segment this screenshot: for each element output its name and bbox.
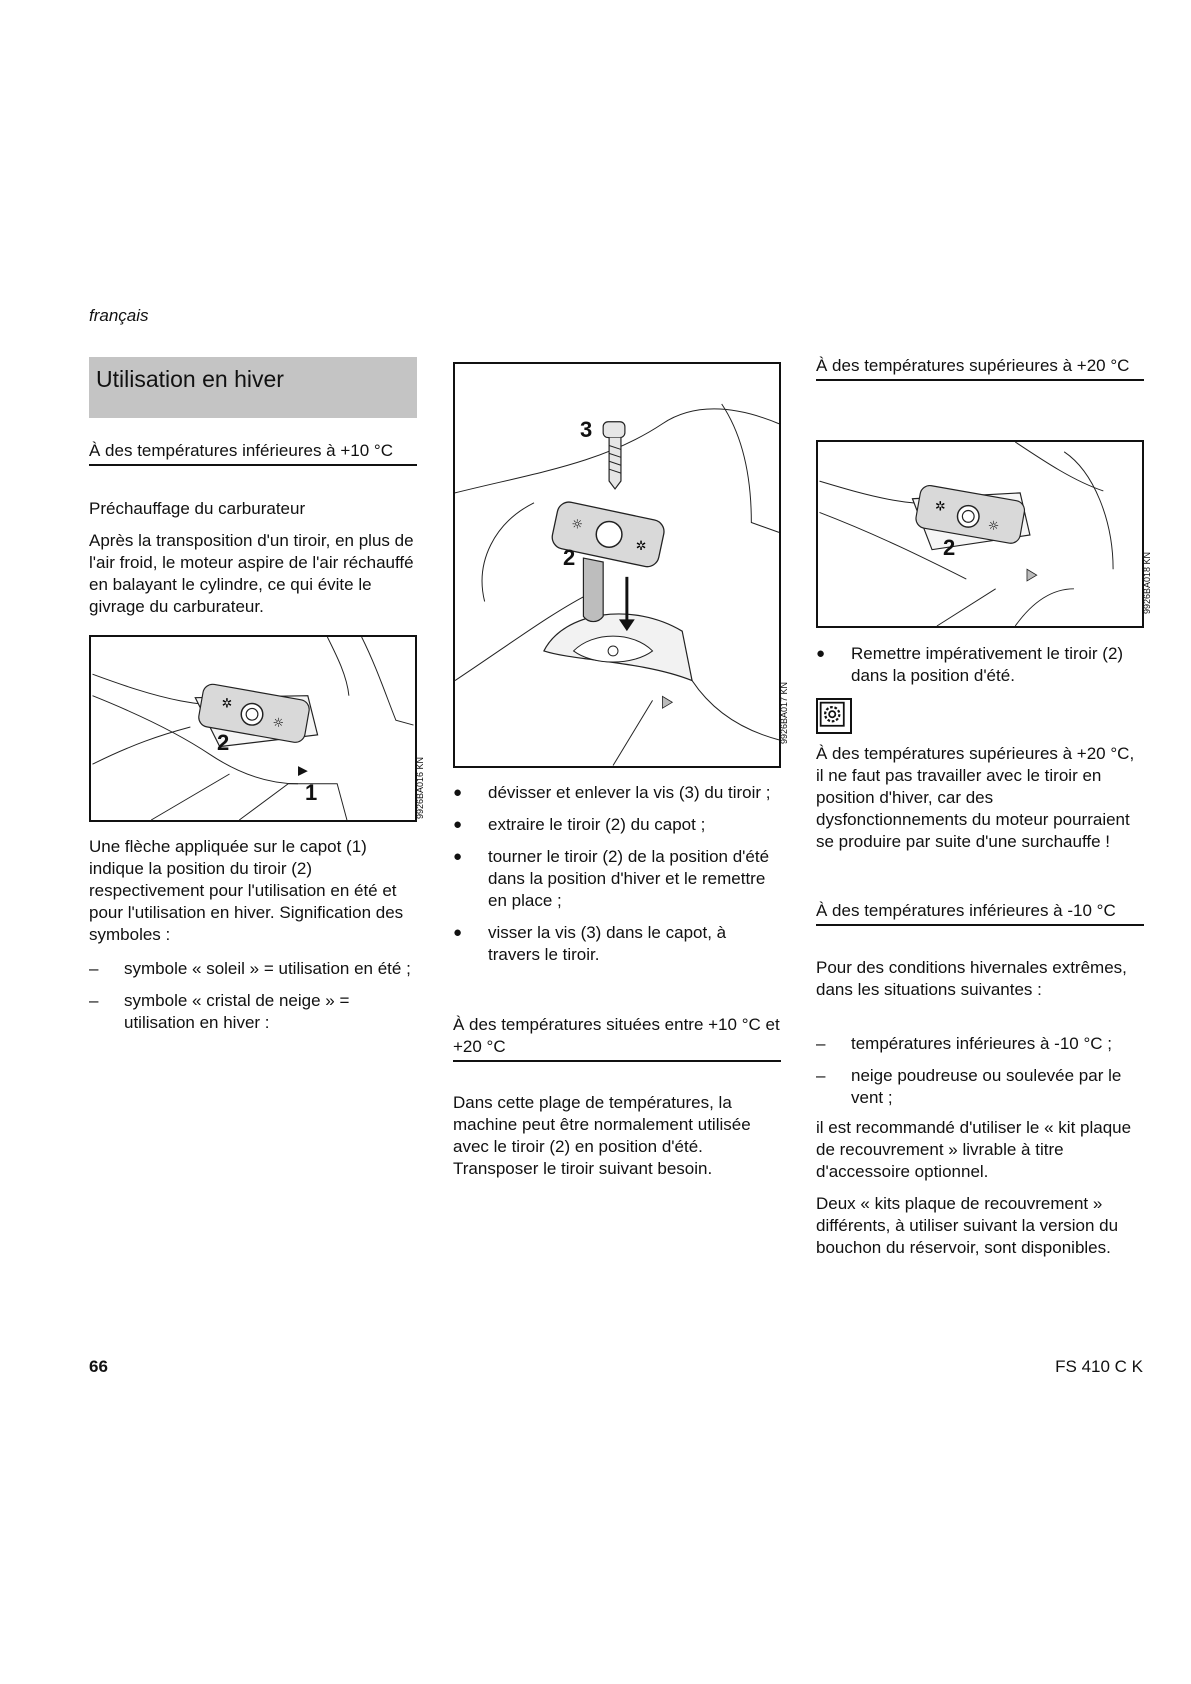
svg-text:✲: ✲ bbox=[635, 539, 647, 555]
engine-warning-icon bbox=[816, 698, 852, 734]
bullet-marker: ● bbox=[816, 645, 826, 662]
figure-slider-position bbox=[89, 635, 425, 822]
section-heading-above-20: À des températures supérieures à +20 °C bbox=[816, 355, 1144, 381]
subheading-carburetor: Préchauffage du carburateur bbox=[89, 499, 306, 518]
svg-text:✲: ✲ bbox=[221, 695, 233, 711]
list-item: ● Remettre impérativement le tiroir (2) dans la position d'été. bbox=[816, 644, 1124, 685]
procedure-list bbox=[453, 782, 781, 976]
list-item: ● visser la vis (3) dans le capot, à travers le tiroir. bbox=[453, 923, 727, 964]
section-heading-below-10: À des températures inférieures à +10 °C bbox=[89, 440, 417, 466]
figure-1-drawing bbox=[91, 637, 415, 820]
list-item: ● tourner le tiroir (2) de la position d'été dans la position d'hiver et le remettre en place ; bbox=[453, 847, 770, 910]
figure2-code: 9926BA017 KN bbox=[779, 682, 789, 745]
list-item: – symbole « soleil » = utilisation en été ; bbox=[89, 959, 411, 978]
figure3-code: 9926BA018 KN bbox=[1142, 552, 1152, 615]
figure2-label-screw: 3 bbox=[580, 417, 593, 442]
svg-text:✲: ✲ bbox=[934, 498, 946, 514]
figure-slider-removal bbox=[453, 362, 789, 768]
figure1-code: 9926BA016 KN bbox=[415, 757, 425, 820]
figure2-label-slider: 2 bbox=[563, 545, 576, 570]
list-item: ● dévisser et enlever la vis (3) du tiroir ; bbox=[453, 783, 771, 802]
bullet-marker: ● bbox=[453, 784, 463, 801]
language-label: français bbox=[89, 306, 149, 325]
figure-3-drawing bbox=[818, 442, 1142, 626]
paragraph-10-20: Dans cette plage de températures, la machine peut être normalement utilisée avec le tiroir (2) en position d'été. Transposer le tiroir suivant besoin. bbox=[453, 1093, 751, 1178]
dash-marker: – bbox=[89, 991, 99, 1010]
bullet-marker: ● bbox=[453, 816, 463, 833]
figure1-label-cover: 1 bbox=[305, 780, 318, 805]
paragraph-overheat-warning: À des températures supérieures à +20 °C, il ne faut pas travailler avec le tiroir en position d'hiver, car des dysfonctionnements du moteur pourraient se produire par suite d'une surchauffe ! bbox=[816, 744, 1135, 851]
svg-text:☼: ☼ bbox=[987, 518, 1000, 534]
section-heading-10-20: À des températures situées entre +10 °C et +20 °C bbox=[453, 1014, 781, 1062]
svg-text:☼: ☼ bbox=[571, 517, 584, 533]
paragraph-kit-versions: Deux « kits plaque de recouvrement » différents, à utiliser suivant la version du bouchon du réservoir, sont disponibles. bbox=[816, 1194, 1119, 1257]
list-item: ● extraire le tiroir (2) du capot ; bbox=[453, 815, 706, 834]
paragraph-kit-recommendation: il est recommandé d'utiliser le « kit plaque de recouvrement » livrable à titre d'accessoire optionnel. bbox=[816, 1118, 1132, 1181]
symbol-list bbox=[89, 958, 417, 1044]
list-item: – symbole « cristal de neige » = utilisation en hiver : bbox=[89, 991, 350, 1032]
section-heading-below-minus-10: À des températures inférieures à -10 °C bbox=[816, 900, 1144, 926]
model-name: FS 410 C K bbox=[1055, 1357, 1143, 1376]
figure1-label-slider: 2 bbox=[217, 730, 230, 755]
dash-marker: – bbox=[816, 1066, 826, 1085]
summer-instruction bbox=[816, 643, 1144, 697]
dash-marker: – bbox=[816, 1034, 826, 1053]
figure3-label-slider: 2 bbox=[943, 535, 956, 560]
list-item: – neige poudreuse ou soulevée par le vent ; bbox=[816, 1066, 1122, 1107]
conditions-list bbox=[816, 1033, 1144, 1119]
paragraph-intro: Après la transposition d'un tiroir, en plus de l'air froid, le moteur aspire de l'air réchauffé en balayant le cylindre, ce qui évite le givrage du carburateur. bbox=[89, 531, 414, 616]
svg-text:☼: ☼ bbox=[272, 715, 284, 731]
page-title-box bbox=[89, 357, 417, 418]
dash-marker: – bbox=[89, 959, 99, 978]
figure-summer-position bbox=[816, 440, 1152, 628]
bullet-marker: ● bbox=[453, 848, 463, 865]
page-title: Utilisation en hiver bbox=[96, 366, 284, 392]
list-item: – températures inférieures à -10 °C ; bbox=[816, 1034, 1112, 1053]
paragraph-extreme-conditions: Pour des conditions hivernales extrêmes, dans les situations suivantes : bbox=[816, 958, 1127, 999]
figure-2-drawing bbox=[455, 364, 779, 766]
paragraph-arrow-explanation: Une flèche appliquée sur le capot (1) indique la position du tiroir (2) respectivement pour l'utilisation en été et pour l'utilisation en hiver. Signification des symboles : bbox=[89, 837, 404, 944]
page-number: 66 bbox=[89, 1357, 108, 1376]
bullet-marker: ● bbox=[453, 924, 463, 941]
